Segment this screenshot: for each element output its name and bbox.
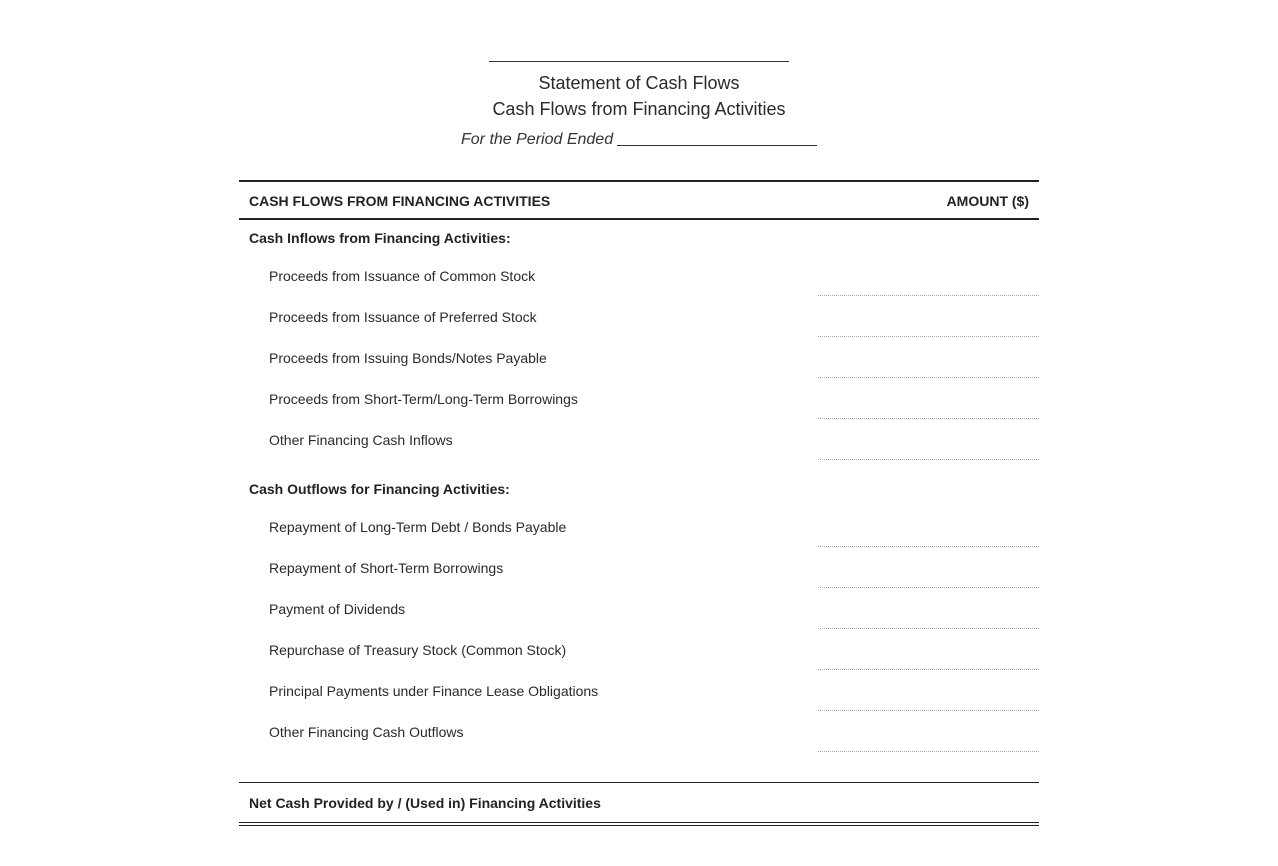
outflow-row-label: Repayment of Long-Term Debt / Bonds Payable <box>269 519 567 535</box>
inflow-row-label: Other Financing Cash Inflows <box>269 432 453 448</box>
financing-table <box>239 180 1039 220</box>
outflow-row-label: Other Financing Cash Outflows <box>269 724 464 740</box>
outflow-amount-line <box>818 546 1039 547</box>
statement-subtitle: Cash Flows from Financing Activities <box>492 99 786 119</box>
outflow-amount-line <box>818 587 1039 588</box>
inflows-heading: Cash Inflows from Financing Activities: <box>249 230 511 246</box>
inflow-amount-line <box>818 459 1039 460</box>
period-date-line <box>617 145 817 146</box>
outflow-row-label: Principal Payments under Finance Lease Obligations <box>269 683 599 699</box>
outflows-heading: Cash Outflows for Financing Activities: <box>249 481 510 497</box>
table-header <box>239 180 1039 220</box>
inflow-row-label: Proceeds from Issuance of Common Stock <box>269 268 536 284</box>
outflow-row-label: Repayment of Short-Term Borrowings <box>269 560 504 576</box>
header-amount: AMOUNT ($) <box>946 193 1029 209</box>
header-description: CASH FLOWS FROM FINANCING ACTIVITIES <box>249 193 551 209</box>
inflow-row-label: Proceeds from Issuing Bonds/Notes Payable <box>269 350 547 366</box>
period-label: For the Period Ended <box>461 131 614 148</box>
net-cash-total-label: Net Cash Provided by / (Used in) Financing Activities <box>249 795 601 811</box>
outflow-amount-line <box>818 669 1039 670</box>
total-double-rule <box>239 822 1039 826</box>
outflow-row-label: Payment of Dividends <box>269 601 406 617</box>
inflow-amount-line <box>818 377 1039 378</box>
inflow-row-label: Proceeds from Issuance of Preferred Stock <box>269 309 537 325</box>
inflow-amount-line <box>818 336 1039 337</box>
outflow-row-label: Repurchase of Treasury Stock (Common Stock) <box>269 642 567 658</box>
inflow-amount-line <box>818 418 1039 419</box>
statement-title: Statement of Cash Flows <box>538 73 740 93</box>
outflow-amount-line <box>818 751 1039 752</box>
total-top-rule <box>239 782 1039 783</box>
outflow-amount-line <box>818 628 1039 629</box>
inflow-amount-line <box>818 295 1039 296</box>
outflow-amount-line <box>818 710 1039 711</box>
company-name-line <box>489 61 789 62</box>
inflow-row-label: Proceeds from Short-Term/Long-Term Borrowings <box>269 391 578 407</box>
